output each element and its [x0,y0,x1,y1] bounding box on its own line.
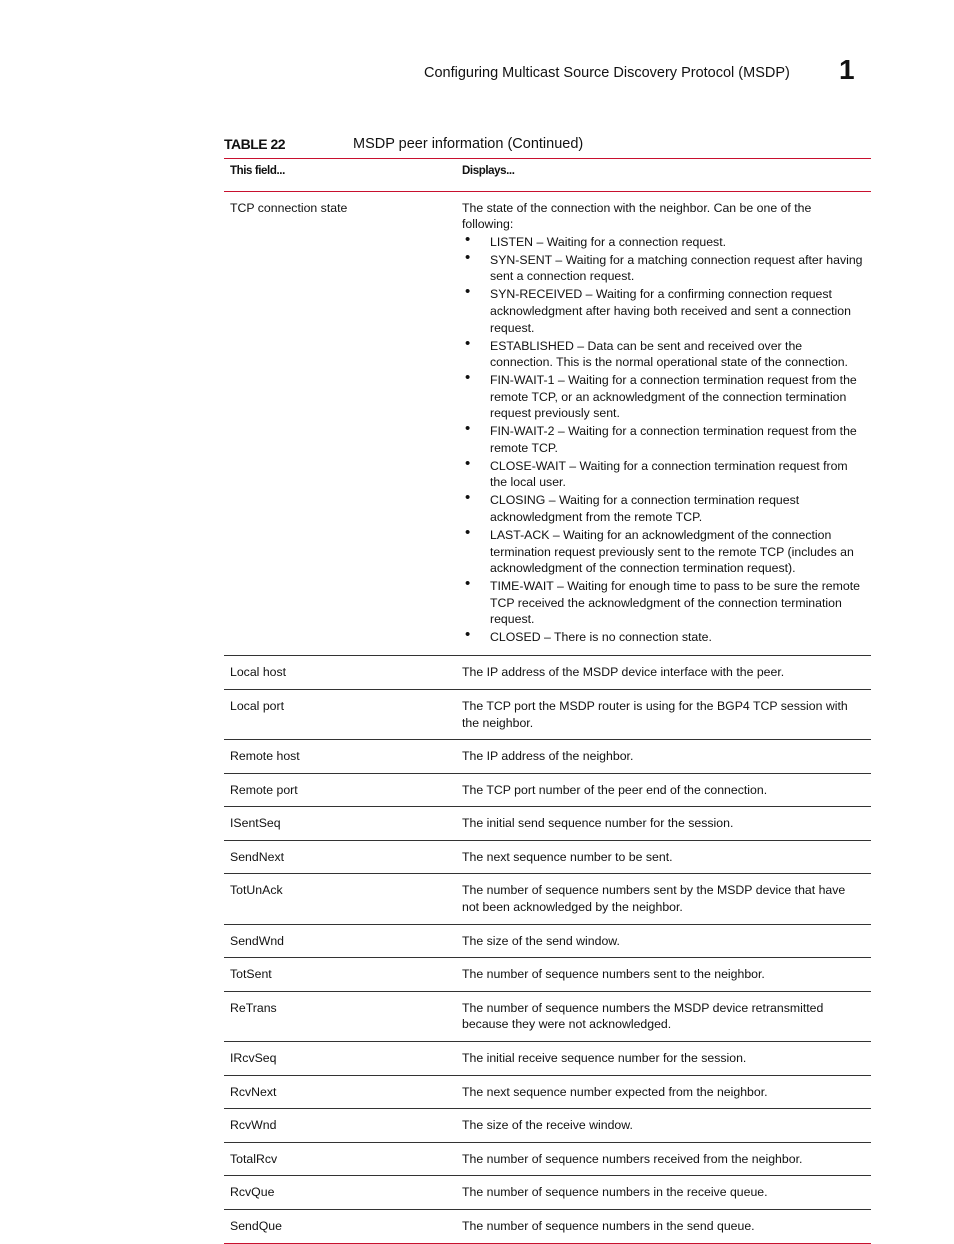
tcp-state-text: SYN-RECEIVED – Waiting for a confirming connection request acknowledgment after having both received and sent a connection request. [490,287,851,335]
field-cell: TotSent [224,958,456,992]
table-row [224,924,871,958]
tcp-state-item [462,283,865,336]
tcp-state-item [462,230,865,251]
tcp-state-text: CLOSE-WAIT – Waiting for a connection termination request from the local user. [490,458,848,490]
field-cell: SendWnd [224,924,456,958]
tcp-state-text: FIN-WAIT-1 – Waiting for a connection termination request from the remote TCP, or an acknowledgment of the connection termination request previously sent. [490,373,857,421]
tcp-state-intro: The state of the connection with the neighbor. Can be one of the following: [462,200,812,232]
description-cell: The size of the receive window. [456,1109,871,1143]
tcp-state-item [462,489,865,525]
table-caption [224,136,871,159]
column-header-field: This field... [224,159,456,191]
description-cell: The number of sequence numbers in the send queue. [456,1210,871,1244]
description-cell: The TCP port the MSDP router is using for the BGP4 TCP session with the neighbor. [456,689,871,739]
description-cell: The IP address of the MSDP device interface with the peer. [456,656,871,690]
description-cell [456,191,871,656]
field-cell: ReTrans [224,991,456,1041]
bullet-icon: • [465,489,471,507]
tcp-state-item [462,454,865,491]
table-title: MSDP peer information (Continued) [353,136,584,152]
bullet-icon: • [465,283,471,301]
field-cell: Remote port [224,773,456,807]
tcp-state-item [462,248,865,285]
table-row [224,1042,871,1076]
field-cell: ISentSeq [224,807,456,841]
bullet-icon: • [465,369,471,387]
tcp-state-text: CLOSED – There is no connection state. [490,630,712,645]
field-cell: Local host [224,656,456,690]
field-cell: SendQue [224,1210,456,1244]
field-cell: TotalRcv [224,1142,456,1176]
tcp-state-item [462,524,865,577]
tcp-state-item [462,369,865,422]
field-cell: Remote host [224,740,456,774]
description-cell: The size of the send window. [456,924,871,958]
table-row [224,1109,871,1143]
table-row [224,874,871,924]
description-cell: The number of sequence numbers the MSDP device retransmitted because they were not acknowledged. [456,991,871,1041]
field-cell: RcvQue [224,1176,456,1210]
table-row [224,689,871,739]
description-cell: The initial send sequence number for the session. [456,807,871,841]
table-header-row [224,159,871,191]
table-row [224,773,871,807]
bullet-icon: • [465,334,471,352]
tcp-state-text: SYN-SENT – Waiting for a matching connection request after having sent a connection request. [490,252,863,284]
bullet-icon: • [465,454,471,472]
table-row [224,740,871,774]
tcp-state-item [462,420,865,456]
table-body [224,191,871,1243]
bullet-icon: • [465,420,471,438]
description-cell: The IP address of the neighbor. [456,740,871,774]
tcp-state-item [462,334,865,371]
description-cell: The initial receive sequence number for the session. [456,1042,871,1076]
table-row [224,991,871,1041]
bullet-icon: • [465,230,471,248]
table-row [224,1075,871,1109]
table-row [224,191,871,656]
description-cell: The number of sequence numbers sent to the neighbor. [456,958,871,992]
table-row [224,1142,871,1176]
table-row [224,656,871,690]
field-cell: RcvNext [224,1075,456,1109]
bullet-icon: • [465,524,471,541]
field-cell: IRcvSeq [224,1042,456,1076]
table-row [224,958,871,992]
tcp-state-text: CLOSING – Waiting for a connection termination request acknowledgment from the remote TCP. [490,493,800,525]
description-cell: The next sequence number to be sent. [456,840,871,874]
description-cell: The next sequence number expected from the neighbor. [456,1075,871,1109]
tcp-state-item [462,575,865,628]
field-cell: RcvWnd [224,1109,456,1143]
tcp-state-text: FIN-WAIT-2 – Waiting for a connection termination request from the remote TCP. [490,424,857,455]
bullet-icon: • [465,626,471,644]
bullet-icon: • [465,248,471,266]
tcp-state-text: ESTABLISHED – Data can be sent and received over the connection. This is the normal operational state of the connection. [490,338,848,370]
tcp-states-list [462,230,865,646]
field-cell: Local port [224,689,456,739]
field-cell: SendNext [224,840,456,874]
table-row [224,1176,871,1210]
table-row [224,840,871,874]
table-label: TABLE 22 [224,136,286,152]
tcp-state-text: TIME-WAIT – Waiting for enough time to pass to be sure the remote TCP received the acknowledgment of the connection termination request. [490,579,860,627]
table-row [224,1210,871,1244]
description-cell: The TCP port number of the peer end of the connection. [456,773,871,807]
field-cell: TotUnAck [224,874,456,924]
chapter-number: 1 [839,54,855,85]
field-cell: TCP connection state [224,191,456,656]
description-cell: The number of sequence numbers received from the neighbor. [456,1142,871,1176]
description-cell: The number of sequence numbers in the receive queue. [456,1176,871,1210]
tcp-state-text: LISTEN – Waiting for a connection request. [490,234,727,249]
tcp-state-text: LAST-ACK – Waiting for an acknowledgment of the connection termination request previously sent to the remote TCP (includes an acknowledgment of the connection termination request). [490,528,854,576]
bullet-icon: • [465,575,471,593]
msdp-peer-info-table [224,159,871,1244]
table-row [224,807,871,841]
tcp-state-item [462,626,865,646]
running-header-title: Configuring Multicast Source Discovery Protocol (MSDP) [424,65,790,81]
column-header-displays: Displays... [456,159,871,191]
description-cell: The number of sequence numbers sent by the MSDP device that have not been acknowledged by the neighbor. [456,874,871,924]
